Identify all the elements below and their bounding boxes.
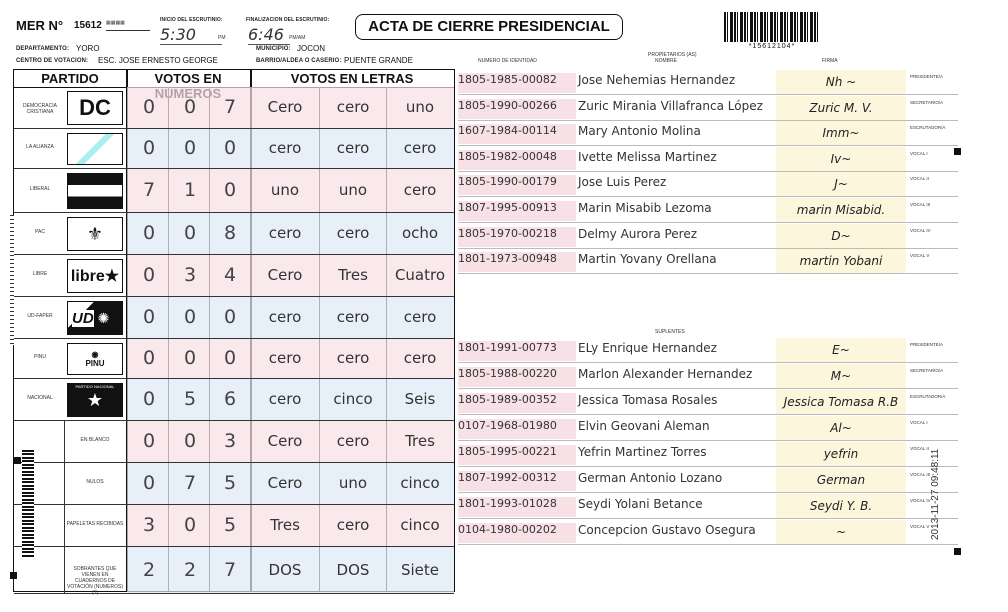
person-role: ESCRUTADOR/A (910, 394, 946, 399)
party-name: NACIONAL (27, 395, 53, 401)
vote-word: cero (268, 349, 302, 367)
party-row (14, 255, 454, 297)
person-row (458, 147, 958, 172)
person-row (458, 390, 958, 415)
side-barcode (22, 450, 34, 558)
person-name: Ivette Melissa Martinez (578, 149, 717, 164)
centro-value: ESC. JOSE ERNESTO GEORGE (98, 56, 218, 65)
fin-ampm: PM/AM (289, 35, 306, 41)
vote-digit: 0 (223, 347, 237, 369)
vote-word: Cero (267, 98, 303, 116)
party-logo (67, 173, 123, 209)
vote-word: uno (405, 98, 435, 116)
person-signature: German (776, 468, 906, 492)
vote-word: cero (268, 139, 302, 157)
vote-word: Tres (338, 266, 368, 284)
party-row (14, 379, 454, 421)
person-signature: Al~ (776, 416, 906, 440)
total-row (14, 421, 454, 463)
party-logo: libre★ (67, 259, 123, 293)
person-name: Seydi Yolani Betance (578, 497, 703, 511)
vote-digit: 0 (183, 96, 197, 118)
person-name: Zuric Mirania Villafranca López (578, 98, 763, 113)
nombre-label: NOMBRE (655, 58, 677, 64)
vote-digit: 0 (142, 388, 156, 410)
municipio-label: MUNICIPIO: (256, 46, 291, 52)
person-id: 1805-1989-00352 (458, 393, 576, 413)
person-name: Yefrin Martinez Torres (578, 445, 707, 459)
party-name: SOBRANTES QUE VIENEN EN CUADERNOS DE VOTACIÓN (NUMEROS) (1) (66, 565, 124, 596)
person-signature: Nh ~ (776, 70, 906, 94)
person-signature: yefrin (776, 442, 906, 466)
party-name: PAC (35, 229, 45, 235)
vote-digit: 3 (142, 514, 156, 536)
numero-identidad-label: NUMERO DE IDENTIDAD (478, 58, 537, 64)
party-row (14, 87, 454, 129)
vote-word: cero (403, 181, 437, 199)
vote-digit: 7 (223, 558, 237, 581)
vote-digit: 7 (183, 472, 197, 494)
party-row (14, 169, 454, 213)
total-row (14, 547, 454, 594)
vote-digit: 0 (223, 306, 237, 328)
person-row (458, 70, 958, 95)
person-row (458, 442, 958, 467)
party-row (14, 129, 454, 169)
person-id: 1807-1995-00913 (458, 201, 576, 221)
vote-digit: 0 (183, 222, 197, 244)
person-name: Elvin Geovani Aleman (578, 419, 710, 433)
vote-digit: 0 (142, 264, 156, 286)
person-row (458, 520, 958, 545)
person-name: Jose Luis Perez (578, 175, 667, 190)
person-name: Mary Antonio Molina (578, 124, 701, 139)
vote-word: cero (336, 516, 370, 534)
person-role: VOCAL IV (910, 227, 931, 233)
vote-word: Cero (267, 474, 303, 492)
person-name: German Antonio Lozano (578, 471, 723, 485)
person-role: SECRETARIO/A (910, 368, 944, 373)
inicio-value: 5:30 (160, 25, 222, 45)
person-row (458, 416, 958, 441)
vote-digit: 0 (183, 514, 197, 536)
person-signature: E~ (776, 338, 906, 362)
vote-word: Cuatro (394, 266, 446, 284)
person-id: 1805-1970-00218 (458, 227, 576, 247)
centro-label: CENTRO DE VOTACION: (16, 58, 89, 64)
vote-word: cero (403, 349, 437, 367)
person-row (458, 198, 958, 223)
total-row (14, 463, 454, 505)
vote-word: cero (336, 224, 370, 242)
person-name: ELy Enrique Hernandez (578, 341, 717, 355)
person-signature: Imm~ (776, 121, 906, 145)
person-signature: Zuric M. V. (776, 96, 906, 120)
document-title: ACTA DE CIERRE PRESIDENCIAL (355, 14, 623, 40)
person-role: SECRETARIO/A (910, 99, 944, 105)
party-name: LIBERAL (29, 186, 51, 192)
vote-word: cero (268, 224, 302, 242)
vote-digit: 0 (183, 347, 197, 369)
person-role: VOCAL IV (910, 498, 931, 503)
person-signature: M~ (776, 364, 906, 388)
vote-word: Siete (400, 560, 440, 579)
party-name: LA ALIANZA (26, 144, 54, 150)
table-header (14, 70, 454, 88)
person-id: 1805-1982-00048 (458, 150, 576, 170)
fin-label: FINALIZACION DEL ESCRUTINIO: (246, 17, 330, 23)
vote-digit: 0 (142, 137, 156, 159)
person-row (458, 338, 958, 363)
party-name: UD-FAPER (27, 313, 53, 319)
propietarios-label: PROPIETARIOS (AS) (648, 52, 697, 58)
party-logo: DC (67, 91, 123, 125)
inicio-ampm: PM (218, 35, 226, 41)
vote-digit: 0 (142, 96, 156, 118)
inicio-label: INICIO DEL ESCRUTINIO: (160, 17, 223, 23)
person-signature: Iv~ (776, 147, 906, 171)
party-name: EN BLANCO (80, 437, 110, 443)
vote-word: cero (336, 98, 370, 116)
person-signature: ~ (776, 520, 906, 544)
vote-word: cinco (400, 474, 440, 492)
vote-digit: 0 (223, 137, 237, 159)
vote-digit: 7 (142, 179, 156, 201)
vote-digit: 0 (142, 222, 156, 244)
person-role: VOCAL V (910, 524, 930, 529)
person-row (458, 494, 958, 519)
barcode (724, 12, 820, 42)
person-row (458, 121, 958, 146)
person-signature: J~ (776, 172, 906, 196)
person-id: 1805-1990-00266 (458, 99, 576, 119)
party-logo: ⚜ (67, 217, 123, 251)
vote-word: DOS (336, 560, 370, 579)
person-row (458, 224, 958, 249)
person-role: PRESIDENTE/A (910, 74, 944, 79)
party-row (14, 213, 454, 255)
vote-word: cero (268, 308, 302, 326)
vote-digit: 0 (183, 137, 197, 159)
vote-word: cero (336, 349, 370, 367)
person-row (458, 96, 958, 121)
party-name: DEMOCRACIA CRISTIANA (23, 103, 57, 115)
person-name: Jose Nehemias Hernandez (578, 73, 736, 87)
vote-digit: 8 (223, 222, 237, 244)
header-numeros: VOTOS EN (154, 71, 222, 86)
vote-digit: 0 (142, 306, 156, 328)
party-name: NULOS (86, 479, 104, 485)
person-row (458, 249, 958, 274)
party-row (14, 339, 454, 379)
vote-word: cero (403, 308, 437, 326)
barrio-label: BARRIO/ALDEA O CASERIO: (256, 58, 342, 64)
person-id: 1801-1993-01028 (458, 497, 576, 517)
vote-word: cinco (400, 516, 440, 534)
registration-mark (14, 457, 21, 464)
departamento-value: YORO (76, 44, 100, 53)
person-name: Marin Misabib Lezoma (578, 201, 712, 215)
vote-digit: 0 (142, 347, 156, 369)
person-id: 0107-1968-01980 (458, 419, 576, 439)
person-role: VOCAL V (910, 253, 930, 259)
person-id: 1805-1985-00082 (458, 73, 576, 93)
vote-digit: 5 (223, 472, 237, 494)
total-row (14, 505, 454, 547)
vote-word: cero (403, 139, 437, 157)
registration-mark (954, 548, 961, 555)
person-signature: D~ (776, 224, 906, 248)
person-id: 1805-1995-00221 (458, 445, 576, 465)
vote-digit: 5 (223, 514, 237, 536)
vote-digit: 5 (183, 388, 197, 410)
suplentes-label: SUPLENTES (655, 329, 685, 335)
vote-word: Cero (267, 266, 303, 284)
person-signature: marin Misabid. (776, 198, 906, 222)
vote-word: cinco (333, 390, 373, 408)
vote-digit: 0 (183, 306, 197, 328)
person-role: VOCAL I (910, 150, 928, 156)
person-signature: martin Yobani (776, 249, 906, 273)
small-logo: ▦▦▦▦ (106, 20, 150, 31)
vote-digit: 1 (183, 179, 197, 201)
vote-digit: 0 (183, 430, 197, 452)
vote-word: cero (268, 390, 302, 408)
barrio-value: PUENTE GRANDE (344, 56, 413, 65)
vote-word: uno (338, 181, 368, 199)
vote-word: cero (336, 432, 370, 450)
vote-word: cero (336, 308, 370, 326)
person-role: VOCAL II (910, 176, 929, 182)
vote-word: uno (270, 181, 300, 199)
mer-label: MER N° (16, 18, 64, 33)
person-id: 1805-1988-00220 (458, 367, 576, 387)
person-signature: Seydi Y. B. (776, 494, 906, 518)
side-ruler (10, 215, 14, 345)
person-role: VOCAL III (910, 202, 931, 207)
party-logo: ◉ PINU (67, 343, 123, 375)
party-logo: UD ✺ (67, 301, 123, 335)
person-name: Jessica Tomasa Rosales (578, 393, 718, 407)
person-role: ESCRUTADOR/A (910, 125, 946, 131)
vote-digit: 2 (142, 558, 156, 581)
person-id: 1607-1984-00114 (458, 124, 576, 144)
person-role: VOCAL III (910, 472, 931, 477)
person-id: 1801-1973-00948 (458, 252, 576, 272)
vote-word: DOS (268, 560, 302, 579)
vote-digit: 2 (183, 558, 197, 581)
vote-digit: 0 (142, 472, 156, 494)
vote-word: cero (336, 139, 370, 157)
firma-label: FIRMA (822, 58, 838, 64)
barcode-number: *15612104* (748, 43, 796, 50)
vote-digit: 0 (142, 430, 156, 452)
person-name: Martin Yovany Orellana (578, 252, 717, 267)
person-name: Concepcion Gustavo Osegura (578, 523, 756, 537)
person-id: 0104-1980-00202 (458, 523, 576, 543)
person-id: 1807-1992-00312 (458, 471, 576, 491)
fin-value: 6:46 (248, 25, 290, 45)
vote-word: Cero (267, 432, 303, 450)
person-role: VOCAL I (910, 420, 928, 425)
party-logo (67, 133, 123, 165)
votes-table (13, 69, 455, 596)
person-role: VOCAL II (910, 446, 929, 451)
person-signature: Jessica Tomasa R.B (776, 390, 906, 414)
mer-number: 15612 (74, 20, 102, 31)
vote-word: Seis (404, 390, 436, 408)
person-name: Delmy Aurora Perez (578, 226, 698, 241)
party-name: LIBRE (32, 271, 48, 277)
departamento-label: DEPARTAMENTO: (16, 46, 69, 52)
party-logo: PARTIDO NACIONAL ★ (67, 383, 123, 417)
vote-word: Tres (405, 432, 435, 450)
header-partido: PARTIDO (41, 71, 99, 86)
party-row (14, 297, 454, 339)
vote-digit: 6 (223, 388, 237, 410)
person-id: 1805-1990-00179 (458, 175, 576, 195)
vote-digit: 7 (223, 96, 237, 118)
header-letras: VOTOS EN LETRAS (290, 71, 414, 86)
registration-mark (954, 148, 961, 155)
person-row (458, 364, 958, 389)
person-role: PRESIDENTE/A (910, 342, 944, 347)
party-name: PAPELETAS RECIBIDAS (66, 521, 124, 527)
vote-word: Tres (270, 516, 300, 534)
vote-digit: 0 (223, 179, 237, 201)
party-name: PINU (34, 354, 46, 360)
person-row (458, 172, 958, 197)
person-row (458, 468, 958, 493)
vote-word: ocho (401, 224, 439, 242)
registration-mark (10, 572, 17, 579)
vote-word: uno (338, 474, 368, 492)
person-id: 1801-1991-00773 (458, 341, 576, 361)
municipio-value: JOCON (297, 44, 325, 53)
scan-timestamp: 2013-11-27 09:48:11 (930, 448, 941, 540)
person-name: Marlon Alexander Hernandez (578, 367, 753, 381)
vote-digit: 3 (183, 264, 197, 286)
vote-digit: 3 (223, 430, 237, 452)
vote-digit: 4 (223, 264, 237, 286)
